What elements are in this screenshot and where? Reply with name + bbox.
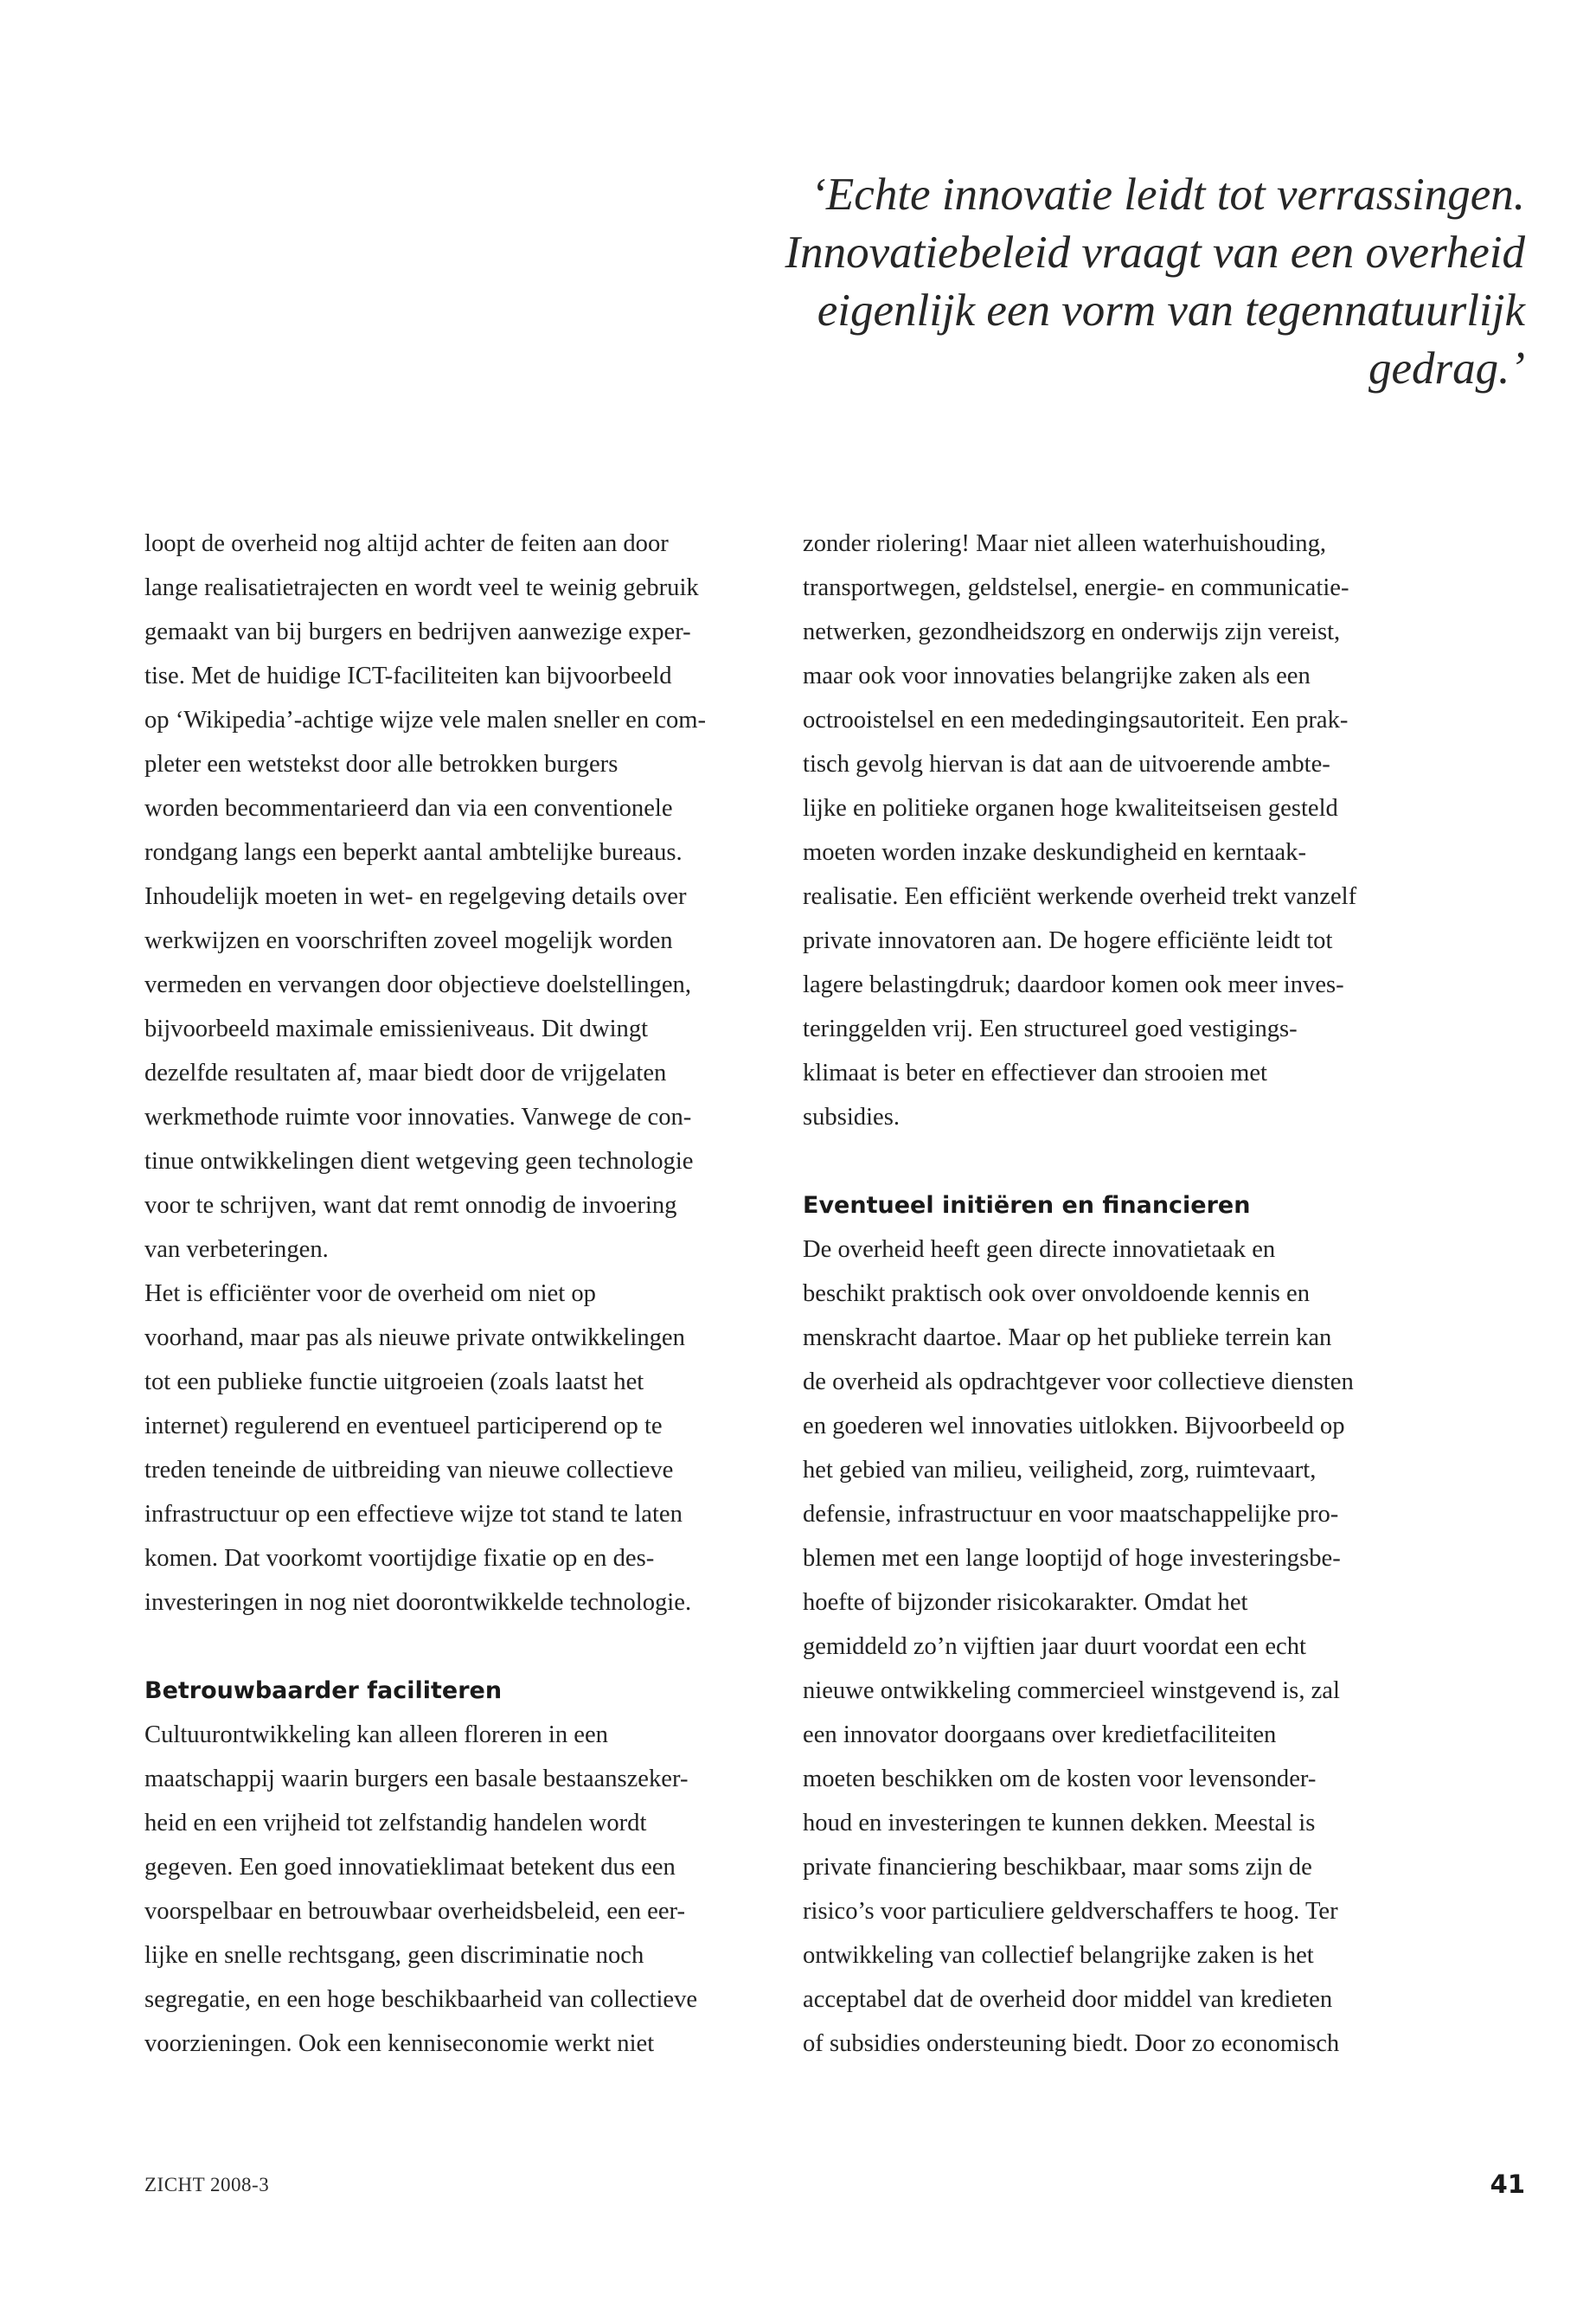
text-line: rondgang langs een beperkt aantal ambtelijke bureaus. xyxy=(144,839,683,866)
text-line: voor te schrijven, want dat remt onnodig de invoering xyxy=(144,1192,677,1219)
text-line: Cultuurontwikkeling kan alleen floreren in een xyxy=(144,1721,608,1748)
text-line: voorspelbaar en betrouwbaar overheidsbeleid, een eer- xyxy=(144,1898,686,1925)
left-paragraph-2 xyxy=(144,1713,767,2066)
text-line: gemaakt van bij burgers en bedrijven aanwezige exper- xyxy=(144,619,691,645)
left-column xyxy=(144,522,767,2066)
right-paragraph-2 xyxy=(803,1227,1426,2066)
text-line: netwerken, gezondheidszorg en onderwijs zijn vereist, xyxy=(803,619,1341,645)
journal-issue-label: ZICHT 2008-3 xyxy=(144,2174,270,2195)
text-line: vermeden en vervangen door objectieve doelstellingen, xyxy=(144,971,691,998)
text-line: loopt de overheid nog altijd achter de feiten aan door xyxy=(144,530,669,557)
text-line: dezelfde resultaten af, maar biedt door de vrijgelaten xyxy=(144,1060,667,1086)
text-line: De overheid heeft geen directe innovatietaak en xyxy=(803,1236,1276,1263)
section-heading-betrouwbaarder-faciliteren: Betrouwbaarder faciliteren xyxy=(144,1677,503,1704)
text-line: internet) regulerend en eventueel participerend op te xyxy=(144,1413,663,1439)
text-line: Inhoudelijk moeten in wet- en regelgeving details over xyxy=(144,883,687,910)
text-line: worden becommentarieerd dan via een conventionele xyxy=(144,795,673,822)
text-line: komen. Dat voorkomt voortijdige fixatie op en des- xyxy=(144,1545,655,1572)
text-line: tot een publieke functie uitgroeien (zoals laatst het xyxy=(144,1368,644,1395)
text-line: de overheid als opdrachtgever voor collectieve diensten xyxy=(803,1368,1354,1395)
text-line: investeringen in nog niet doorontwikkelde technologie. xyxy=(144,1589,692,1616)
text-line: heid en een vrijheid tot zelfstandig handelen wordt xyxy=(144,1810,647,1836)
text-line: bijvoorbeeld maximale emissieniveaus. Dit dwingt xyxy=(144,1016,649,1042)
text-line: beschikt praktisch ook over onvoldoende kennis en xyxy=(803,1280,1311,1307)
text-line: werkwijzen en voorschriften zoveel mogelijk worden xyxy=(144,927,673,954)
text-line: private financiering beschikbaar, maar soms zijn de xyxy=(803,1854,1312,1881)
text-line: van verbeteringen. xyxy=(144,1236,329,1263)
text-line: realisatie. Een efficiënt werkende overheid trekt vanzelf xyxy=(803,883,1357,910)
text-line: lijke en politieke organen hoge kwaliteitseisen gesteld xyxy=(803,795,1338,822)
section-heading-eventueel-initieren: Eventueel initiëren en financieren xyxy=(803,1192,1251,1219)
text-line: werkmethode ruimte voor innovaties. Vanwege de con- xyxy=(144,1104,692,1131)
text-line: teringgelden vrij. Een structureel goed vestigings- xyxy=(803,1016,1298,1042)
text-line: tinue ontwikkelingen dient wetgeving geen technologie xyxy=(144,1148,694,1175)
text-line: houd en investeringen te kunnen dekken. Meestal is xyxy=(803,1810,1316,1836)
text-line: of subsidies ondersteuning biedt. Door zo economisch xyxy=(803,2030,1340,2057)
pull-quote-line: Innovatiebeleid vraagt van een overheid xyxy=(785,228,1525,278)
text-line: pleter een wetstekst door alle betrokken burgers xyxy=(144,751,619,778)
text-line: acceptabel dat de overheid door middel van kredieten xyxy=(803,1986,1333,2013)
right-paragraph-1 xyxy=(803,522,1426,1139)
text-line: hoefte of bijzonder risicokarakter. Omdat het xyxy=(803,1589,1248,1616)
text-line: gemiddeld zo’n vijftien jaar duurt voordat een echt xyxy=(803,1633,1306,1660)
text-line: voorzieningen. Ook een kenniseconomie werkt niet xyxy=(144,2030,655,2057)
pull-quote-line: eigenlijk een vorm van tegennatuurlijk xyxy=(817,285,1525,336)
text-line: blemen met een lange looptijd of hoge investeringsbe- xyxy=(803,1545,1341,1572)
text-line: segregatie, en een hoge beschikbaarheid van collectieve xyxy=(144,1986,698,2013)
left-paragraph-1 xyxy=(144,522,767,1625)
text-line: moeten worden inzake deskundigheid en kerntaak- xyxy=(803,839,1306,866)
text-line: tise. Met de huidige ICT-faciliteiten kan bijvoorbeeld xyxy=(144,663,672,689)
text-line: moeten beschikken om de kosten voor levensonder- xyxy=(803,1766,1317,1792)
text-line: infrastructuur op een effectieve wijze tot stand te laten xyxy=(144,1501,683,1528)
text-line: een innovator doorgaans over kredietfaciliteiten xyxy=(803,1721,1277,1748)
text-line: treden teneinde de uitbreiding van nieuwe collectieve xyxy=(144,1457,674,1484)
text-line: lijke en snelle rechtsgang, geen discriminatie noch xyxy=(144,1942,644,1969)
pull-quote-line: ‘Echte innovatie leidt tot verrassingen. xyxy=(811,170,1525,220)
pull-quote-line: gedrag.’ xyxy=(1368,343,1525,394)
text-line: defensie, infrastructuur en voor maatschappelijke pro- xyxy=(803,1501,1339,1528)
pull-quote xyxy=(747,166,1525,398)
text-line: transportwegen, geldstelsel, energie- en communicatie- xyxy=(803,574,1349,601)
text-line: op ‘Wikipedia’-achtige wijze vele malen sneller en com- xyxy=(144,707,707,734)
text-line: voorhand, maar pas als nieuwe private ontwikkelingen xyxy=(144,1324,685,1351)
text-line: maatschappij waarin burgers een basale bestaanszeker- xyxy=(144,1766,689,1792)
text-line: klimaat is beter en effectiever dan strooien met xyxy=(803,1060,1267,1086)
text-line: het gebied van milieu, veiligheid, zorg, ruimtevaart, xyxy=(803,1457,1317,1484)
page-number: 41 xyxy=(1490,2170,1525,2199)
text-line: lagere belastingdruk; daardoor komen ook meer inves- xyxy=(803,971,1344,998)
text-line: private innovatoren aan. De hogere efficiënte leidt tot xyxy=(803,927,1333,954)
text-line: risico’s voor particuliere geldverschaffers te hoog. Ter xyxy=(803,1898,1338,1925)
right-column xyxy=(803,522,1426,2066)
text-line: subsidies. xyxy=(803,1104,901,1131)
text-line: ontwikkeling van collectief belangrijke zaken is het xyxy=(803,1942,1314,1969)
text-line: zonder riolering! Maar niet alleen waterhuishouding, xyxy=(803,530,1327,557)
text-line: menskracht daartoe. Maar op het publieke terrein kan xyxy=(803,1324,1332,1351)
text-line: tisch gevolg hiervan is dat aan de uitvoerende ambte- xyxy=(803,751,1330,778)
text-line: gegeven. Een goed innovatieklimaat betekent dus een xyxy=(144,1854,676,1881)
text-line: Het is efficiënter voor de overheid om niet op xyxy=(144,1280,596,1307)
text-line: octrooistelsel en een mededingingsautoriteit. Een prak- xyxy=(803,707,1349,734)
text-line: maar ook voor innovaties belangrijke zaken als een xyxy=(803,663,1311,689)
text-line: lange realisatietrajecten en wordt veel te weinig gebruik xyxy=(144,574,699,601)
text-line: nieuwe ontwikkeling commercieel winstgevend is, zal xyxy=(803,1677,1340,1704)
text-line: en goederen wel innovaties uitlokken. Bijvoorbeeld op xyxy=(803,1413,1345,1439)
